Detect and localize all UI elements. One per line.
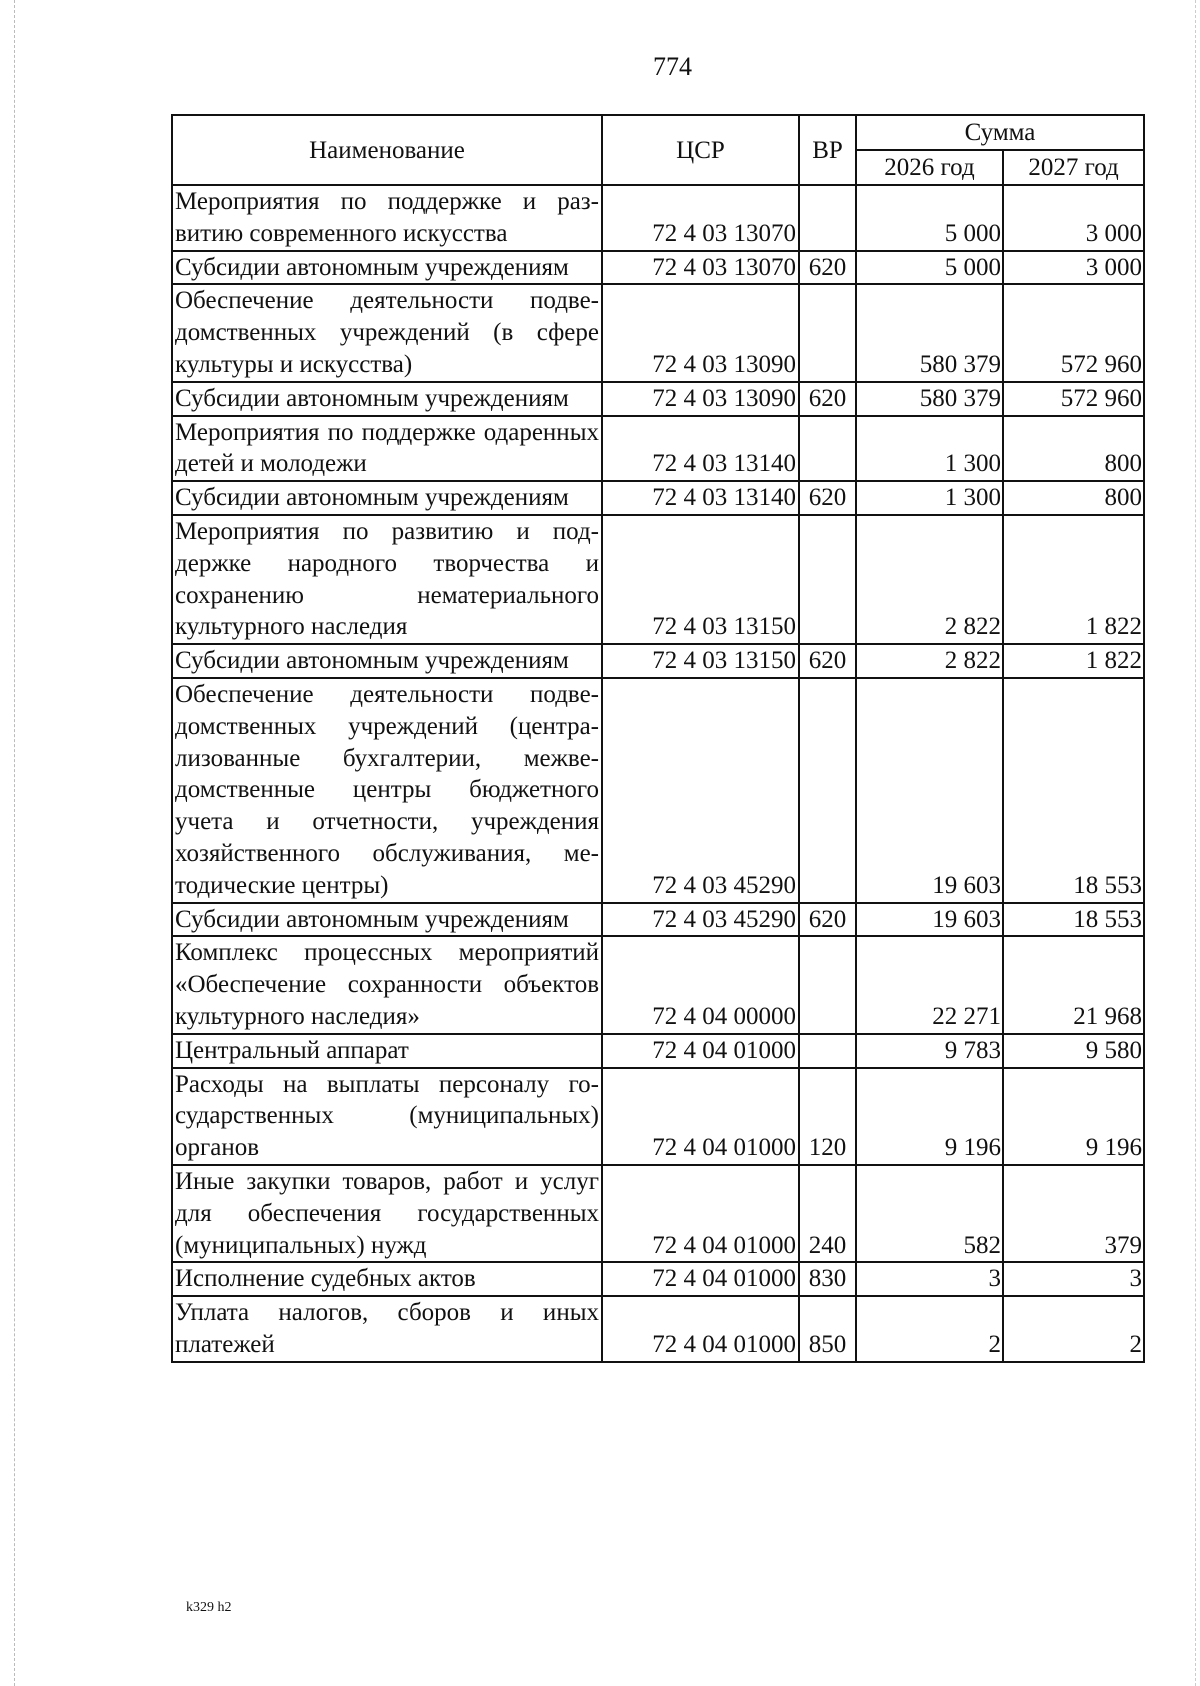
cell-vr: 620: [799, 903, 856, 937]
cell-vr: 240: [799, 1165, 856, 1262]
cell-2027: 9 196: [1003, 1068, 1144, 1165]
cell-2026: 5 000: [856, 251, 1003, 285]
cell-2026: 19 603: [856, 903, 1003, 937]
cell-vr: 620: [799, 382, 856, 416]
cell-csr: 72 4 03 13070: [602, 185, 799, 251]
cell-2026: 2 822: [856, 515, 1003, 644]
cell-2026: 19 603: [856, 678, 1003, 903]
cell-name: Исполнение судебных актов: [172, 1262, 602, 1296]
cell-csr: 72 4 04 01000: [602, 1262, 799, 1296]
cell-csr: 72 4 03 13140: [602, 481, 799, 515]
header-name: Наименование: [172, 115, 602, 185]
cell-csr: 72 4 03 13150: [602, 515, 799, 644]
cell-csr: 72 4 03 45290: [602, 903, 799, 937]
cell-vr: 620: [799, 481, 856, 515]
cell-2026: 582: [856, 1165, 1003, 1262]
cell-2027: 3 000: [1003, 251, 1144, 285]
cell-2026: 3: [856, 1262, 1003, 1296]
table-row: [172, 382, 1144, 416]
table-row: [172, 1165, 1144, 1262]
cell-vr: [799, 185, 856, 251]
footer-code: k329 h2: [186, 1600, 232, 1615]
cell-name: Мероприятия по развитию и поддержке народного творчества и сохранению нематериального культурного наследия: [172, 515, 602, 644]
cell-2027: 572 960: [1003, 382, 1144, 416]
cell-2027: 3 000: [1003, 185, 1144, 251]
cell-name: Субсидии автономным учреждениям: [172, 382, 602, 416]
budget-table: [171, 114, 1145, 1363]
cell-2026: 580 379: [856, 284, 1003, 381]
cell-2027: 1 822: [1003, 515, 1144, 644]
cell-2026: 2: [856, 1296, 1003, 1362]
cell-name: Мероприятия по поддержке и развитию современного искусства: [172, 185, 602, 251]
cell-2026: 1 300: [856, 416, 1003, 482]
header-year-2026: 2026 год: [856, 150, 1003, 185]
cell-name: Иные закупки товаров, работ и услуг для обеспечения государственных (муниципальных) нужд: [172, 1165, 602, 1262]
table-body: [172, 185, 1144, 1362]
table-row: [172, 903, 1144, 937]
cell-2026: 22 271: [856, 936, 1003, 1033]
cell-name: Обеспечение деятельности подведомственных учреждений (в сфере культуры и искусства): [172, 284, 602, 381]
cell-name: Субсидии автономным учреждениям: [172, 644, 602, 678]
cell-2027: 1 822: [1003, 644, 1144, 678]
cell-2027: 572 960: [1003, 284, 1144, 381]
table-row: [172, 936, 1144, 1033]
cell-2026: 9 196: [856, 1068, 1003, 1165]
cell-name: Субсидии автономным учреждениям: [172, 251, 602, 285]
cell-csr: 72 4 04 01000: [602, 1068, 799, 1165]
cell-csr: 72 4 03 13140: [602, 416, 799, 482]
cell-name: Субсидии автономным учреждениям: [172, 903, 602, 937]
cell-name: Мероприятия по поддержке одаренных детей и молодежи: [172, 416, 602, 482]
cell-2027: 18 553: [1003, 678, 1144, 903]
cell-vr: 850: [799, 1296, 856, 1362]
cell-2026: 1 300: [856, 481, 1003, 515]
table-row: [172, 678, 1144, 903]
cell-csr: 72 4 03 13090: [602, 284, 799, 381]
cell-csr: 72 4 04 00000: [602, 936, 799, 1033]
table-row: [172, 284, 1144, 381]
page-number: 774: [653, 52, 692, 81]
cell-vr: [799, 515, 856, 644]
cell-csr: 72 4 03 13070: [602, 251, 799, 285]
table-row: [172, 515, 1144, 644]
cell-name: Расходы на выплаты персоналу государственных (муниципальных) органов: [172, 1068, 602, 1165]
table-row: [172, 644, 1144, 678]
header-sum: Сумма: [856, 115, 1144, 150]
cell-name: Комплекс процессных мероприятий «Обеспечение сохранности объектов культурного наследия»: [172, 936, 602, 1033]
header-vr: ВР: [799, 115, 856, 185]
table-row: [172, 185, 1144, 251]
cell-name: Обеспечение деятельности подведомственных учреждений (централизованные бухгалтерии, межведомственные центры бюджетного учета и отчетности, учреждения хозяйственного обслуживания, методические центры): [172, 678, 602, 903]
cell-2027: 800: [1003, 416, 1144, 482]
cell-2027: 21 968: [1003, 936, 1144, 1033]
cell-name: Уплата налогов, сборов и иных платежей: [172, 1296, 602, 1362]
cell-2027: 379: [1003, 1165, 1144, 1262]
cell-vr: [799, 678, 856, 903]
cell-2027: 3: [1003, 1262, 1144, 1296]
table-row: [172, 1262, 1144, 1296]
header-csr: ЦСР: [602, 115, 799, 185]
cell-csr: 72 4 04 01000: [602, 1034, 799, 1068]
cell-csr: 72 4 04 01000: [602, 1165, 799, 1262]
cell-vr: [799, 284, 856, 381]
table-row: [172, 481, 1144, 515]
cell-vr: [799, 416, 856, 482]
cell-vr: 830: [799, 1262, 856, 1296]
cell-2027: 9 580: [1003, 1034, 1144, 1068]
page-right-edge: [1195, 0, 1196, 1686]
cell-csr: 72 4 03 45290: [602, 678, 799, 903]
cell-2026: 2 822: [856, 644, 1003, 678]
table-header: [172, 115, 1144, 185]
table-row: [172, 1296, 1144, 1362]
cell-2027: 18 553: [1003, 903, 1144, 937]
cell-vr: 120: [799, 1068, 856, 1165]
cell-csr: 72 4 04 01000: [602, 1296, 799, 1362]
cell-vr: 620: [799, 644, 856, 678]
header-year-2027: 2027 год: [1003, 150, 1144, 185]
cell-2027: 2: [1003, 1296, 1144, 1362]
table-row: [172, 251, 1144, 285]
cell-csr: 72 4 03 13150: [602, 644, 799, 678]
cell-2026: 9 783: [856, 1034, 1003, 1068]
cell-vr: 620: [799, 251, 856, 285]
cell-name: Центральный аппарат: [172, 1034, 602, 1068]
cell-2026: 580 379: [856, 382, 1003, 416]
cell-2027: 800: [1003, 481, 1144, 515]
cell-name: Субсидии автономным учреждениям: [172, 481, 602, 515]
table-row: [172, 416, 1144, 482]
cell-2026: 5 000: [856, 185, 1003, 251]
table-row: [172, 1068, 1144, 1165]
cell-csr: 72 4 03 13090: [602, 382, 799, 416]
cell-vr: [799, 1034, 856, 1068]
page-left-edge: [14, 0, 15, 1686]
cell-vr: [799, 936, 856, 1033]
table-row: [172, 1034, 1144, 1068]
